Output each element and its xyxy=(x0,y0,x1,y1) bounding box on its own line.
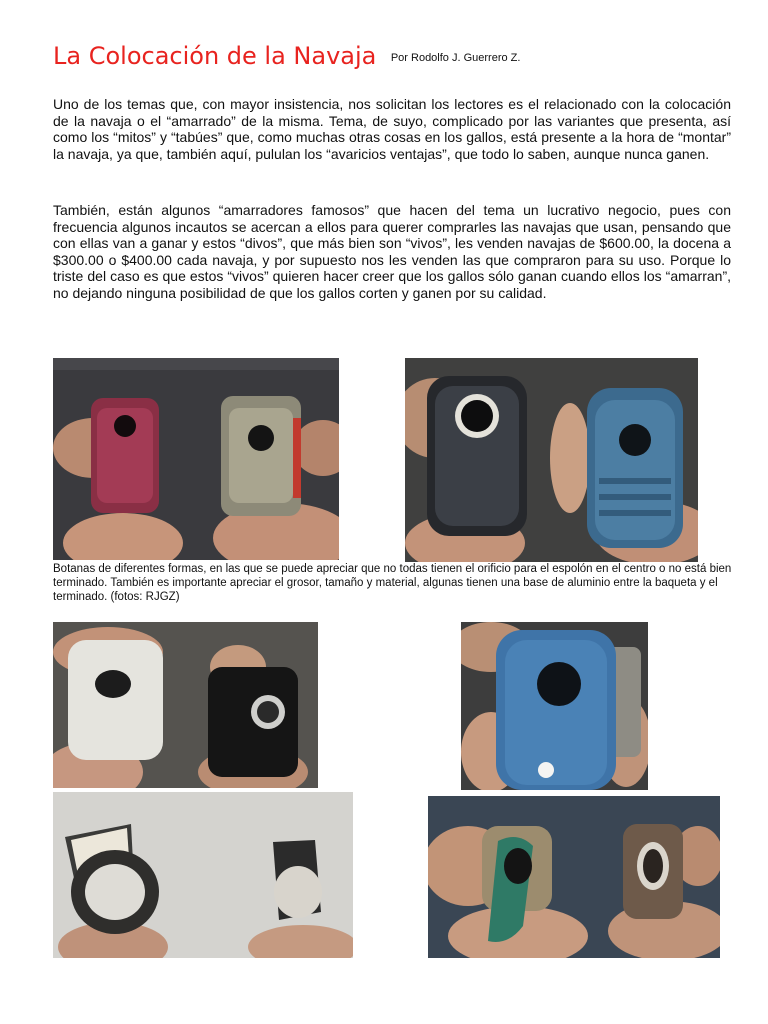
paragraph-1: Uno de los temas que, con mayor insistencia, nos solicitan los lectores es el relacionado con la colocación de la navaja o el “amarrado” de la misma. Tema, de suyo, complicado por las variantes que presenta, así como los “mitos” y “tabúes” que, como muchas otras cosas en los gallos, está presente a la hora de “montar” la navaja, ya que, también aquí, pululan los “avaricios ventajas”, que todo lo saben, aunque nunca ganen. xyxy=(53,96,731,162)
title-row xyxy=(53,42,520,70)
photo-botanas-top-view xyxy=(53,792,353,958)
photo-white-and-black-botanas xyxy=(53,622,318,788)
photo-green-and-patterned-botanas xyxy=(428,796,720,958)
paragraph-2: También, están algunos “amarradores famosos” que hacen del tema un lucrativo negocio, pues con frecuencia algunos incautos se acercan a ellos para querer comprarles las navajas que usan, pensando que con ellas van a ganar y estos “divos”, que más bien son “vivos”, les venden navajas de $600.00, la docena a $300.00 o $400.00 cada navaja, y por supuesto nos les venden las que compraron para su uso. Porque lo triste del caso es que estos “vivos” quieren hacer creer que los gallos sólo ganan cuando ellos los “amarran”, no dejando ninguna posibilidad de que los gallos corten y ganen por su calidad. xyxy=(53,202,731,301)
article-author: Por Rodolfo J. Guerrero Z. xyxy=(390,52,521,64)
photo-red-and-camo-botanas xyxy=(53,358,339,560)
photo-caption: Botanas de diferentes formas, en las que se puede apreciar que no todas tienen el orificio para el espolón en el centro o no está bien terminado. También es importante apreciar el grosor, tamaño y material, algunas tienen una base de aluminio entre la baqueta y el terminado. (fotos: RJGZ) xyxy=(53,563,732,603)
photo-blue-botana-closeup xyxy=(461,622,648,790)
photo-black-and-blue-botanas xyxy=(405,358,698,562)
article-title: La Colocación de la Navaja xyxy=(53,42,377,70)
